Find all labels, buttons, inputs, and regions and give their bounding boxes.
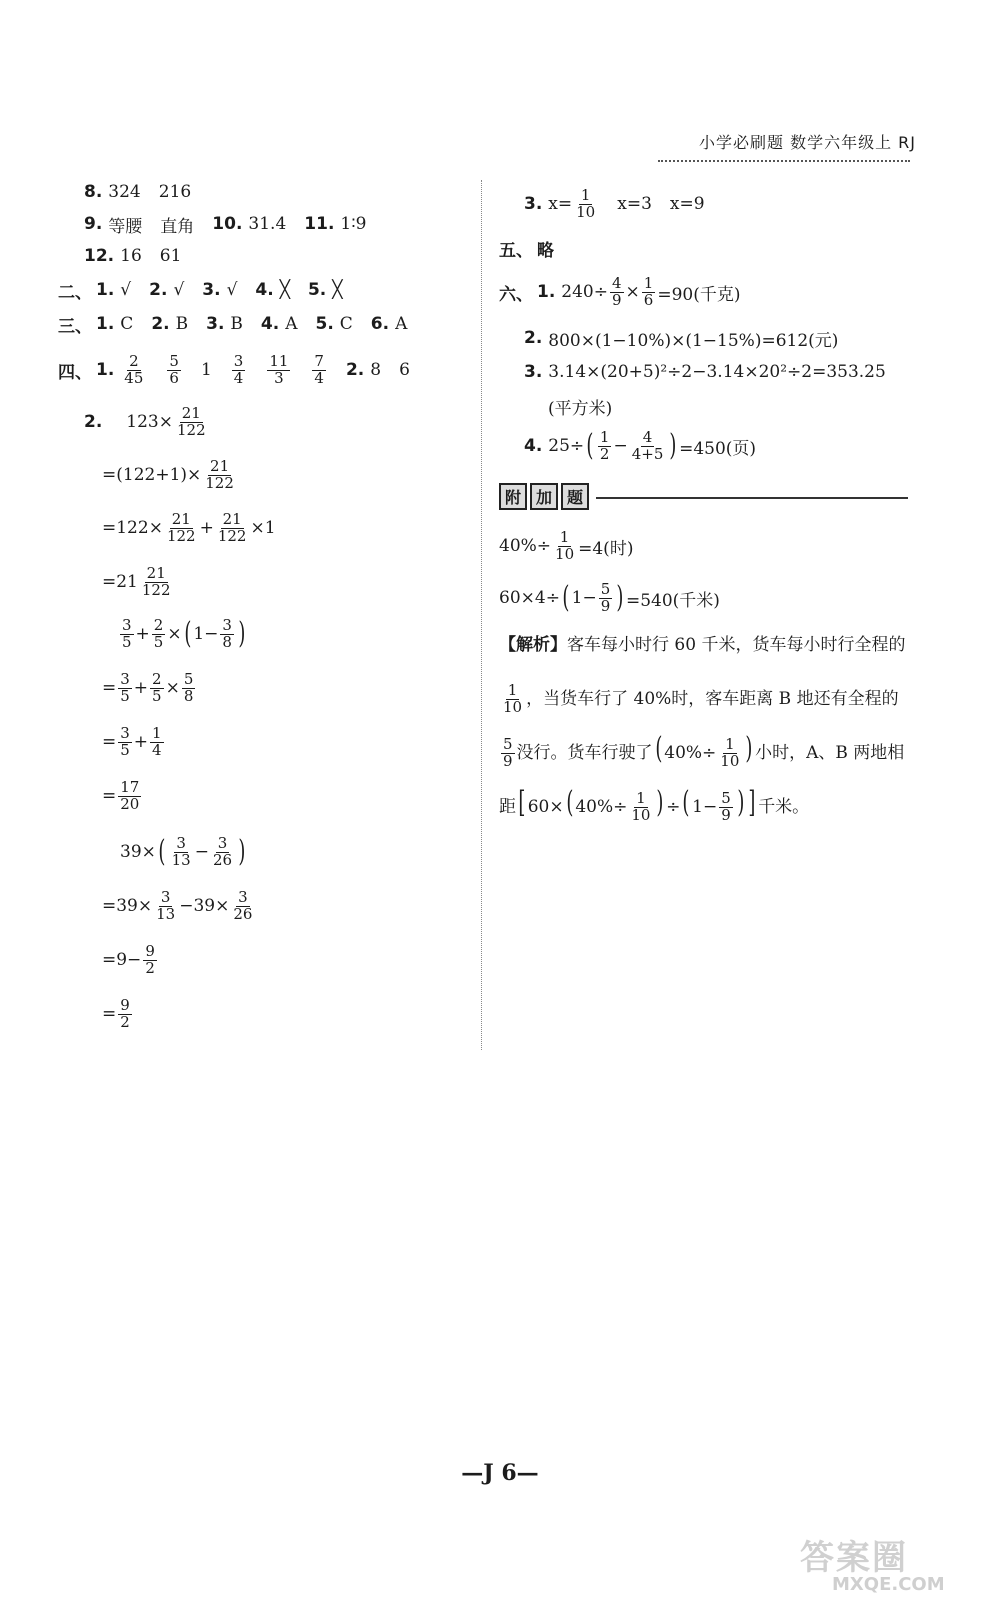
extra-header-rule	[596, 497, 908, 499]
calc1-row3	[102, 506, 276, 550]
watermark-logo: 答案圈	[800, 1538, 908, 1578]
section-label: 六、	[499, 284, 533, 305]
choice: B	[230, 314, 243, 334]
fraction: $\frac{21}{122}$	[141, 563, 171, 599]
question-number: 10.	[212, 214, 243, 234]
extra-line-2	[499, 576, 720, 620]
fraction: $\frac{3}{4}$	[233, 351, 244, 387]
section-4-answers	[58, 348, 410, 392]
cross-mark: ╳	[279, 280, 290, 300]
operator: =	[102, 732, 117, 752]
fraction: $\frac{17}{20}$	[120, 777, 140, 813]
section-6-item-4	[524, 424, 756, 468]
question-number: 6.	[370, 314, 390, 334]
expression: =21	[102, 572, 138, 592]
left-paren: (	[586, 428, 594, 463]
fraction: $\frac{1}{10}$	[720, 735, 740, 770]
question-number: 3.	[202, 280, 221, 300]
calc1-row4	[102, 560, 175, 604]
expression: 60×4÷	[499, 588, 560, 608]
operator: =	[102, 786, 117, 806]
right-paren: )	[745, 731, 753, 766]
check-mark: √	[226, 280, 238, 300]
analysis-label: 【解析】	[499, 635, 567, 655]
expression: 1−	[193, 624, 219, 644]
fraction: $\frac{1}{2}$	[599, 427, 610, 463]
section-5-answers	[499, 226, 558, 270]
question-number: 1.	[96, 314, 115, 334]
expression: x=3	[617, 194, 652, 214]
extra-tag: 题	[561, 483, 589, 510]
question-number: 1.	[96, 280, 115, 300]
expression: 39×	[120, 842, 156, 862]
choice: A	[395, 314, 408, 334]
expression: 40%÷	[499, 536, 552, 556]
fraction: $\frac{4}{9}$	[612, 273, 622, 309]
answer-value: 略	[537, 240, 554, 261]
choice: C	[339, 314, 353, 334]
section-label: 三、	[58, 316, 92, 337]
answer-value: 61	[159, 246, 182, 266]
expression: x=	[548, 194, 573, 214]
choice: B	[175, 314, 189, 334]
fraction: $\frac{3}{5}$	[122, 615, 132, 651]
answer-value: 6	[399, 360, 410, 380]
question-number: 5.	[307, 280, 327, 300]
extra-line-1	[499, 524, 633, 568]
fraction: $\frac{5}{9}$	[503, 735, 513, 770]
right-paren: )	[737, 785, 745, 820]
calc3-row3	[102, 938, 159, 982]
expression: =4(时)	[578, 538, 634, 559]
expression: =450(页)	[679, 438, 757, 459]
right-paren: )	[669, 428, 677, 463]
operator: +	[133, 678, 149, 698]
expression: 800×(1−10%)×(1−15%)=612(元)	[548, 330, 839, 351]
right-paren: )	[238, 834, 246, 869]
right-paren: )	[656, 785, 664, 820]
section-6-item-1	[499, 270, 740, 314]
question-number: 1.	[537, 282, 556, 302]
fraction: $\frac{21}{122}$	[205, 456, 234, 492]
fraction: $\frac{21}{122}$	[217, 509, 247, 545]
fraction: $\frac{3}{5}$	[120, 723, 130, 759]
expression: =122×	[102, 518, 163, 538]
section-label: 二、	[58, 282, 92, 303]
analysis-paragraph: 【解析】客车每小时行 60 千米，货车每小时行全程的 $\frac{1}{10}$ ，当货车行了 40%时，客车距离 B 地还有全程的 $\frac{5}{9}$ 没行。货车行驶了( 40%÷ $\frac{1}{10}$ ) 小时，A、B 两地相距[ 60×( 40%÷ $\frac{1}{10}$ ) ÷( 1− $\frac{5}{9}$ ) ] 千米。	[499, 635, 906, 824]
right-paren: )	[238, 616, 246, 651]
operator: −	[194, 842, 209, 862]
calc2-row1	[118, 612, 248, 656]
question-number: 9.	[84, 214, 103, 234]
question-number: 1.	[96, 360, 115, 380]
extra-tag: 加	[530, 483, 558, 510]
section-label: 四、	[58, 362, 92, 383]
fraction: $\frac{3}{26}$	[212, 833, 233, 869]
check-mark: √	[120, 280, 132, 300]
question-number: 2.	[151, 314, 170, 334]
left-paren: (	[562, 580, 570, 615]
fraction: $\frac{4}{4+5}$	[631, 427, 664, 463]
choice: A	[285, 314, 298, 334]
expression: x=9	[669, 194, 705, 214]
fraction: $\frac{3}{8}$	[222, 615, 232, 651]
page-header: 小学必刷题 数学六年级上 RJ	[698, 133, 916, 152]
page-number: —J 6—	[461, 1460, 539, 1486]
operator: =	[102, 678, 117, 698]
question-number: 2.	[524, 328, 543, 348]
fraction: $\frac{7}{4}$	[314, 351, 324, 387]
fraction: $\frac{2}{5}$	[153, 615, 164, 651]
extra-question-header	[499, 474, 592, 518]
question-number: 2.	[84, 412, 103, 432]
expression: =9−	[102, 950, 142, 970]
answer-value: 1	[200, 360, 212, 380]
question-number: 11.	[304, 214, 335, 234]
section-6-item-3-cont	[548, 384, 612, 428]
question-number: 5.	[315, 314, 334, 334]
operator: ×	[167, 624, 182, 644]
answer-value: 16	[120, 246, 142, 266]
expression: 3.14×(20+5)²÷2−3.14×20²÷2=353.25	[548, 362, 886, 382]
right-paren: )	[616, 580, 624, 615]
operator: −	[613, 436, 628, 456]
choice: C	[120, 314, 134, 334]
expression: =90(千克)	[657, 284, 741, 305]
fraction: $\frac{2}{5}$	[152, 669, 162, 705]
expression: (平方米)	[548, 398, 613, 419]
operator: +	[199, 518, 214, 538]
calc1-row2	[102, 453, 238, 497]
fraction: $\frac{1}{10}$	[555, 527, 575, 563]
expression: −39×	[179, 896, 230, 916]
fraction: $\frac{5}{9}$	[721, 789, 731, 824]
expression: =540(千米)	[625, 590, 720, 611]
calc2-row4	[102, 774, 143, 818]
answer-value: 216	[158, 182, 192, 202]
fraction: $\frac{3}{26}$	[233, 887, 253, 923]
operator: +	[133, 732, 149, 752]
question-number: 4.	[255, 280, 274, 300]
fraction: $\frac{1}{10}$	[576, 185, 596, 221]
watermark-url: MXQE.COM	[832, 1574, 945, 1595]
question-number: 3.	[524, 362, 543, 382]
answer-value: 31.4	[248, 214, 287, 234]
left-paren: (	[565, 785, 573, 820]
answer-value: 324	[108, 182, 141, 202]
calc3-row4	[102, 992, 134, 1036]
fraction: $\frac{1}{6}$	[643, 273, 654, 309]
check-mark: √	[173, 280, 185, 300]
answer-value: 等腰	[108, 216, 143, 237]
fraction: $\frac{1}{4}$	[152, 723, 162, 759]
question-number: 8.	[84, 182, 103, 202]
right-bracket: ]	[748, 785, 756, 820]
extra-tag: 附	[499, 483, 527, 510]
fraction: $\frac{1}{10}$	[503, 681, 523, 716]
column-divider	[481, 180, 482, 1050]
left-paren: (	[158, 834, 166, 869]
section-label: 五、	[499, 240, 533, 261]
operator: ×	[625, 282, 640, 302]
fraction: $\frac{21}{122}$	[177, 403, 206, 439]
answer-value: 8	[370, 360, 382, 380]
left-paren: (	[654, 731, 662, 766]
calc3-row2	[102, 884, 256, 928]
question-number: 4.	[260, 314, 280, 334]
question-number: 2.	[345, 360, 365, 380]
expression: =39×	[102, 896, 153, 916]
question-number: 4.	[524, 436, 543, 456]
expression: 123×	[126, 412, 173, 432]
calc2-row3	[102, 720, 166, 764]
section-3-answers	[58, 302, 407, 346]
fraction: $\frac{3}{13}$	[171, 833, 191, 869]
question-number: 3.	[524, 194, 543, 214]
cross-mark: ╳	[332, 280, 343, 300]
answer-value: 1∶9	[340, 214, 367, 234]
answer-right-3	[524, 182, 705, 226]
calc1-row1	[84, 400, 210, 444]
operator: =	[102, 1004, 117, 1024]
fraction: $\frac{1}{10}$	[631, 789, 651, 824]
left-paren: (	[682, 785, 690, 820]
operator: ×	[165, 678, 180, 698]
fraction: $\frac{11}{3}$	[269, 351, 289, 387]
fraction: $\frac{9}{2}$	[145, 941, 155, 977]
calc2-row2	[102, 666, 197, 710]
expression: =(122+1)×	[102, 465, 202, 485]
fraction: $\frac{3}{13}$	[156, 887, 176, 923]
expression: ×1	[250, 518, 276, 538]
expression: 1−	[571, 588, 597, 608]
fraction: $\frac{2}{45}$	[124, 351, 144, 387]
fraction: $\frac{5}{9}$	[600, 579, 611, 615]
fraction: $\frac{3}{5}$	[120, 669, 130, 705]
left-paren: (	[183, 616, 191, 651]
fraction: $\frac{5}{8}$	[183, 669, 194, 705]
header-divider	[658, 160, 910, 162]
fraction: $\frac{21}{122}$	[166, 509, 196, 545]
calc3-row1	[120, 830, 248, 874]
question-number: 12.	[84, 246, 115, 266]
answer-value: 直角	[160, 216, 195, 237]
fraction: $\frac{9}{2}$	[120, 995, 130, 1031]
fraction: $\frac{5}{6}$	[169, 351, 179, 387]
question-number: 2.	[149, 280, 168, 300]
expression: 25÷	[548, 436, 585, 456]
left-bracket: [	[518, 785, 526, 820]
operator: +	[135, 624, 150, 644]
expression: 240÷	[561, 282, 608, 302]
question-number: 3.	[206, 314, 225, 334]
